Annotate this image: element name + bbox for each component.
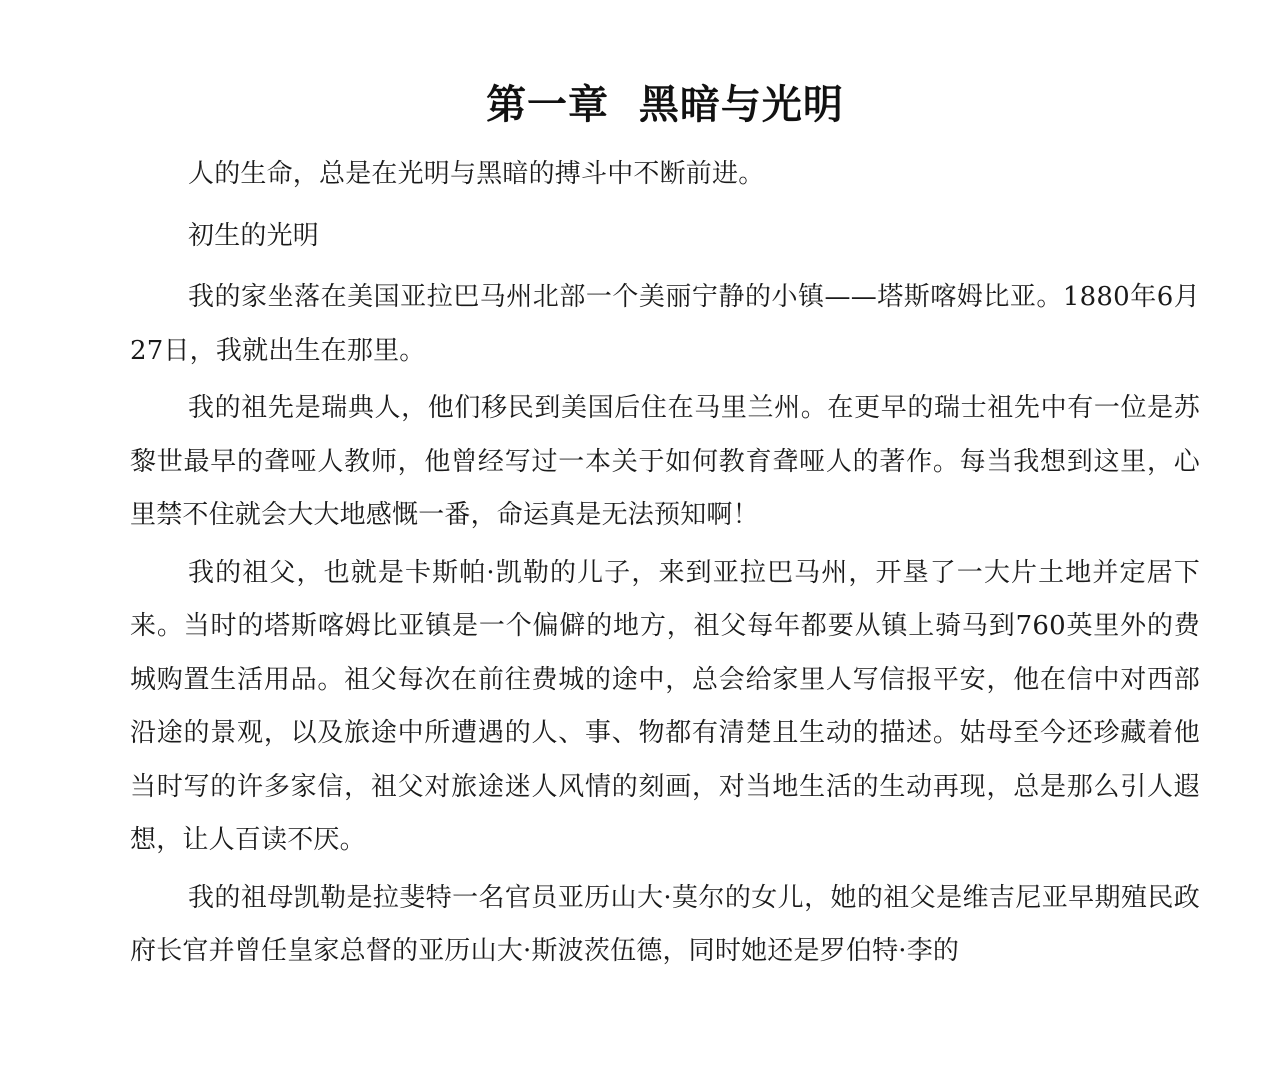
document-page xyxy=(130,74,1200,979)
paragraph-ancestors: 我的祖先是瑞典人，他们移民到美国后住在马里兰州。在更早的瑞士祖先中有一位是苏黎世最早的聋哑人教师，他曾经写过一本关于如何教育聋哑人的著作。每当我想到这里，心里禁不住就会大大地感慨一番，命运真是无法预知啊！ xyxy=(130,393,1200,530)
section-heading: 初生的光明 xyxy=(188,220,320,251)
chapter-title: 第一章 黑暗与光明 xyxy=(486,81,844,128)
paragraph-birthplace: 我的家坐落在美国亚拉巴马州北部一个美丽宁静的小镇——塔斯喀姆比亚。1880年6月27日，我就出生在那里。 xyxy=(130,282,1200,366)
paragraph-grandfather: 我的祖父，也就是卡斯帕·凯勒的儿子，来到亚拉巴马州，开垦了一大片土地并定居下来。当时的塔斯喀姆比亚镇是一个偏僻的地方，祖父每年都要从镇上骑马到760英里外的费城购置生活用品。祖父每次在前往费城的途中，总会给家里人写信报平安，他在信中对西部沿途的景观，以及旅途中所遭遇的人、事、物都有清楚且生动的描述。姑母至今还珍藏着他当时写的许多家信，祖父对旅途迷人风情的刻画，对当地生活的生动再现，总是那么引人遐想，让人百读不厌。 xyxy=(130,557,1200,855)
paragraph-intro: 人的生命，总是在光明与黑暗的搏斗中不断前进。 xyxy=(188,159,765,189)
paragraph-grandmother: 我的祖母凯勒是拉斐特一名官员亚历山大·莫尔的女儿，她的祖父是维吉尼亚早期殖民政府长官并曾任皇家总督的亚历山大·斯波茨伍德，同时她还是罗伯特·李的 xyxy=(130,882,1200,966)
